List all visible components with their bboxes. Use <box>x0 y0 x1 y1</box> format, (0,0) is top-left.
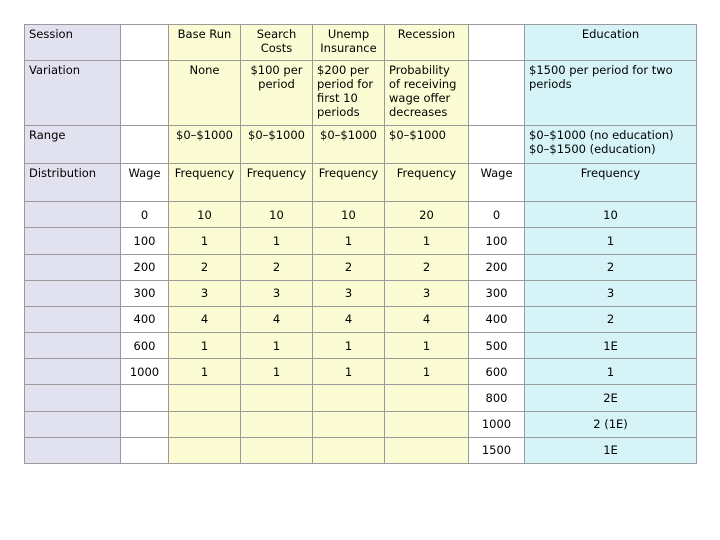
unemp-insurance-frequency-cell: 4 <box>313 306 385 332</box>
education-wage-cell: 1000 <box>469 411 525 437</box>
wage-cell <box>121 411 169 437</box>
blank-cell <box>469 61 525 125</box>
education-wage-cell: 0 <box>469 202 525 228</box>
wage-header: Wage <box>121 163 169 201</box>
range-unemp-insurance: $0–$1000 <box>313 125 385 163</box>
education-wage-cell: 800 <box>469 385 525 411</box>
wage-cell: 400 <box>121 306 169 332</box>
unemp-insurance-frequency-cell: 1 <box>313 333 385 359</box>
wage-cell <box>121 385 169 411</box>
blank-cell <box>121 25 169 61</box>
range-education <box>525 125 697 163</box>
session-comparison-table <box>24 24 697 464</box>
education-wage-cell: 300 <box>469 280 525 306</box>
search-costs-frequency-cell <box>241 385 313 411</box>
blank-cell <box>121 61 169 125</box>
education-wage-cell: 1500 <box>469 437 525 463</box>
education-frequency-cell: 1E <box>525 437 697 463</box>
recession-frequency-cell <box>385 411 469 437</box>
unemp-insurance-frequency-cell <box>313 385 385 411</box>
table-row <box>25 202 697 228</box>
search-costs-frequency-cell: 10 <box>241 202 313 228</box>
distribution-blank-cell <box>25 411 121 437</box>
table-row <box>25 228 697 254</box>
distribution-blank-cell <box>25 437 121 463</box>
base-run-frequency-cell <box>169 385 241 411</box>
unemp-insurance-frequency-cell <box>313 437 385 463</box>
wage-cell: 1000 <box>121 359 169 385</box>
unemp-insurance-frequency-cell: 3 <box>313 280 385 306</box>
table-row <box>25 385 697 411</box>
frequency-header-recession: Frequency <box>385 163 469 201</box>
range-education-line1: $0–$1000 (no education) <box>529 127 674 142</box>
distribution-blank-cell <box>25 306 121 332</box>
variation-base-run: None <box>169 61 241 125</box>
education-frequency-cell: 3 <box>525 280 697 306</box>
recession-frequency-cell: 1 <box>385 333 469 359</box>
wage-cell: 200 <box>121 254 169 280</box>
base-run-frequency-cell <box>169 411 241 437</box>
wage-cell: 600 <box>121 333 169 359</box>
session-label: Session <box>25 25 121 61</box>
frequency-header-unemp-insurance: Frequency <box>313 163 385 201</box>
recession-frequency-cell: 1 <box>385 359 469 385</box>
base-run-frequency-cell: 4 <box>169 306 241 332</box>
base-run-frequency-cell: 10 <box>169 202 241 228</box>
base-run-frequency-cell: 3 <box>169 280 241 306</box>
table-row <box>25 254 697 280</box>
education-wage-cell: 100 <box>469 228 525 254</box>
recession-frequency-cell: 1 <box>385 228 469 254</box>
range-label: Range <box>25 125 121 163</box>
education-frequency-cell: 1E <box>525 333 697 359</box>
header-education: Education <box>525 25 697 61</box>
frequency-header-education: Frequency <box>525 163 697 201</box>
variation-search-costs: $100 per period <box>241 61 313 125</box>
variation-label: Variation <box>25 61 121 125</box>
education-wage-cell: 400 <box>469 306 525 332</box>
variation-unemp-insurance: $200 per period for first 10 periods <box>313 61 385 125</box>
range-search-costs: $0–$1000 <box>241 125 313 163</box>
education-frequency-cell: 2E <box>525 385 697 411</box>
distribution-header-row <box>25 163 697 201</box>
search-costs-frequency-cell <box>241 411 313 437</box>
education-wage-cell: 600 <box>469 359 525 385</box>
header-recession: Recession <box>385 25 469 61</box>
table-row <box>25 411 697 437</box>
search-costs-frequency-cell: 4 <box>241 306 313 332</box>
wage-cell: 0 <box>121 202 169 228</box>
unemp-insurance-frequency-cell: 1 <box>313 359 385 385</box>
education-frequency-cell: 2 (1E) <box>525 411 697 437</box>
variation-education: $1500 per period for two periods <box>525 61 697 125</box>
variation-recession: Probability of receiving wage offer decreases <box>385 61 469 125</box>
distribution-blank-cell <box>25 254 121 280</box>
header-base-run: Base Run <box>169 25 241 61</box>
frequency-header-base-run: Frequency <box>169 163 241 201</box>
education-frequency-cell: 2 <box>525 306 697 332</box>
base-run-frequency-cell: 1 <box>169 228 241 254</box>
search-costs-frequency-cell: 1 <box>241 359 313 385</box>
search-costs-frequency-cell: 3 <box>241 280 313 306</box>
variation-row <box>25 61 697 125</box>
distribution-blank-cell <box>25 202 121 228</box>
base-run-frequency-cell: 1 <box>169 333 241 359</box>
base-run-frequency-cell <box>169 437 241 463</box>
education-frequency-cell: 10 <box>525 202 697 228</box>
wage-cell: 100 <box>121 228 169 254</box>
search-costs-frequency-cell: 1 <box>241 333 313 359</box>
distribution-blank-cell <box>25 333 121 359</box>
header-search-costs: Search Costs <box>241 25 313 61</box>
search-costs-frequency-cell <box>241 437 313 463</box>
recession-frequency-cell: 20 <box>385 202 469 228</box>
header-unemp-insurance: Unemp Insurance <box>313 25 385 61</box>
range-base-run: $0–$1000 <box>169 125 241 163</box>
education-frequency-cell: 2 <box>525 254 697 280</box>
blank-cell <box>121 125 169 163</box>
education-frequency-cell: 1 <box>525 359 697 385</box>
unemp-insurance-frequency-cell: 2 <box>313 254 385 280</box>
table-row <box>25 437 697 463</box>
education-frequency-cell: 1 <box>525 228 697 254</box>
distribution-blank-cell <box>25 385 121 411</box>
base-run-frequency-cell: 2 <box>169 254 241 280</box>
header-row <box>25 25 697 61</box>
table-row <box>25 280 697 306</box>
table-row <box>25 359 697 385</box>
distribution-blank-cell <box>25 228 121 254</box>
education-wage-cell: 500 <box>469 333 525 359</box>
distribution-label: Distribution <box>25 163 121 201</box>
recession-frequency-cell <box>385 437 469 463</box>
wage-header-education: Wage <box>469 163 525 201</box>
frequency-header-search-costs: Frequency <box>241 163 313 201</box>
distribution-blank-cell <box>25 359 121 385</box>
base-run-frequency-cell: 1 <box>169 359 241 385</box>
recession-frequency-cell <box>385 385 469 411</box>
unemp-insurance-frequency-cell: 10 <box>313 202 385 228</box>
search-costs-frequency-cell: 1 <box>241 228 313 254</box>
distribution-blank-cell <box>25 280 121 306</box>
wage-cell: 300 <box>121 280 169 306</box>
blank-cell <box>469 25 525 61</box>
range-row <box>25 125 697 163</box>
search-costs-frequency-cell: 2 <box>241 254 313 280</box>
recession-frequency-cell: 3 <box>385 280 469 306</box>
blank-cell <box>469 125 525 163</box>
table-row <box>25 306 697 332</box>
range-recession: $0–$1000 <box>385 125 469 163</box>
unemp-insurance-frequency-cell: 1 <box>313 228 385 254</box>
education-wage-cell: 200 <box>469 254 525 280</box>
recession-frequency-cell: 2 <box>385 254 469 280</box>
recession-frequency-cell: 4 <box>385 306 469 332</box>
unemp-insurance-frequency-cell <box>313 411 385 437</box>
wage-cell <box>121 437 169 463</box>
table-row <box>25 333 697 359</box>
range-education-line2: $0–$1500 (education) <box>529 141 656 156</box>
